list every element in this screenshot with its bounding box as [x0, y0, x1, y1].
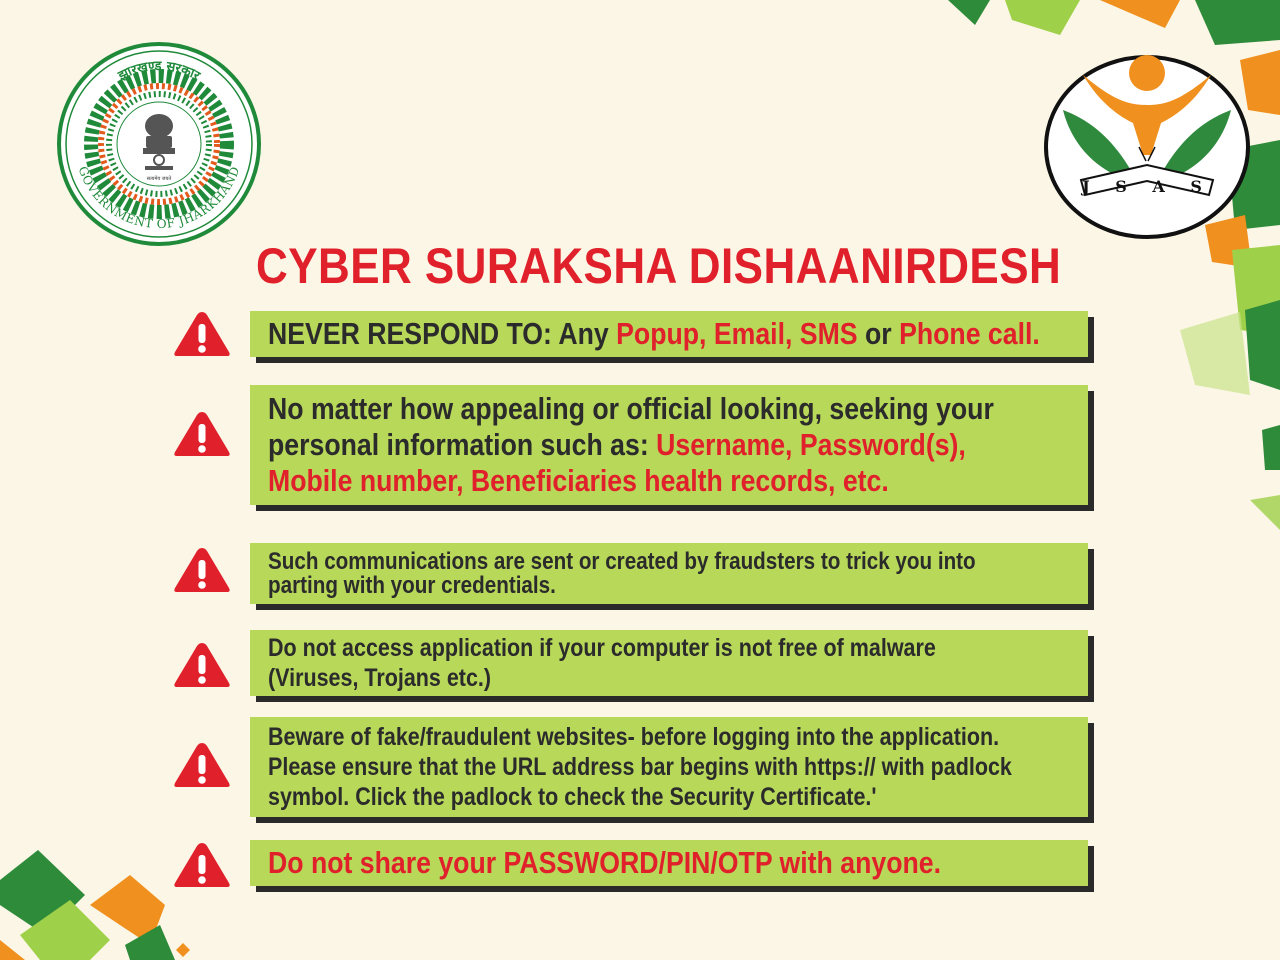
- guideline-line: [268, 663, 973, 693]
- highlight-text: Do not share your PASSWORD/PIN/OTP with anyone.: [268, 845, 942, 880]
- jsas-logo: [1043, 55, 1251, 239]
- highlight-text: Mobile number, Beneficiaries health records, etc.: [268, 463, 889, 498]
- guideline-card-5: [250, 717, 1088, 817]
- guideline-line: [268, 314, 1040, 354]
- body-text: Such communications are sent or created by fraudsters to trick you into: [268, 547, 976, 575]
- jharkhand-government-seal: [55, 40, 263, 248]
- body-text: Beware of fake/fraudulent websites- before logging into the application.: [268, 723, 1000, 751]
- guideline-card-6: [250, 840, 1088, 886]
- body-text: Any: [551, 316, 617, 351]
- svg-text:सत्यमेव जयते: सत्यमेव जयते: [146, 176, 172, 182]
- guideline-line: [268, 752, 1012, 782]
- guideline-line: [268, 782, 973, 812]
- guideline-text: [268, 547, 976, 599]
- guideline-card-3: [250, 543, 1088, 604]
- body-text: (Viruses, Trojans etc.): [268, 664, 492, 692]
- jsas-logo-text: J S A S: [1082, 177, 1212, 196]
- warning-triangle-icon: [172, 409, 232, 459]
- guideline-line: [268, 633, 973, 663]
- body-text: or: [857, 316, 900, 351]
- guideline-line: [268, 722, 1000, 752]
- guideline-text: [268, 843, 973, 883]
- seal-hindi-text: झारखण्ड सरकार: [116, 58, 203, 84]
- guideline-text: [268, 633, 973, 693]
- body-text: Do not access application if your computer is not free of malware: [268, 634, 936, 662]
- guideline-line: [268, 391, 994, 427]
- guideline-text: [268, 314, 1040, 354]
- guideline-card-4: [250, 630, 1088, 696]
- guideline-card-2: [250, 385, 1088, 505]
- highlight-text: Popup, Email, SMS: [616, 316, 858, 351]
- body-text: symbol. Click the padlock to check the Security Certificate.': [268, 783, 877, 811]
- guideline-text: [268, 722, 1012, 812]
- warning-triangle-icon: [172, 840, 232, 890]
- body-text: Please ensure that the URL address bar begins with https:// with padlock: [268, 753, 1012, 781]
- guideline-line: [268, 463, 973, 499]
- page-title: CYBER SURAKSHA DISHAANIRDESH: [256, 238, 1062, 294]
- body-text: personal information such as:: [268, 427, 657, 462]
- warning-triangle-icon: [172, 545, 232, 595]
- guideline-card-1: [250, 311, 1088, 357]
- warning-triangle-icon: [172, 640, 232, 690]
- seal-english-text: GOVERNMENT OF JHARKHAND: [75, 164, 243, 232]
- highlight-text: Username, Password(s),: [656, 427, 966, 462]
- highlight-text: Phone call.: [899, 316, 1040, 351]
- body-text: No matter how appealing or official looking, seeking your: [268, 391, 994, 426]
- warning-triangle-icon: [172, 740, 232, 790]
- guideline-line: [268, 547, 976, 575]
- guideline-line: [268, 843, 973, 883]
- guideline-line: [268, 571, 973, 599]
- body-text: parting with your credentials.: [268, 571, 556, 599]
- guideline-line: [268, 427, 973, 463]
- guideline-text: [268, 391, 994, 499]
- warning-triangle-icon: [172, 309, 232, 359]
- body-text: NEVER RESPOND TO:: [268, 316, 552, 351]
